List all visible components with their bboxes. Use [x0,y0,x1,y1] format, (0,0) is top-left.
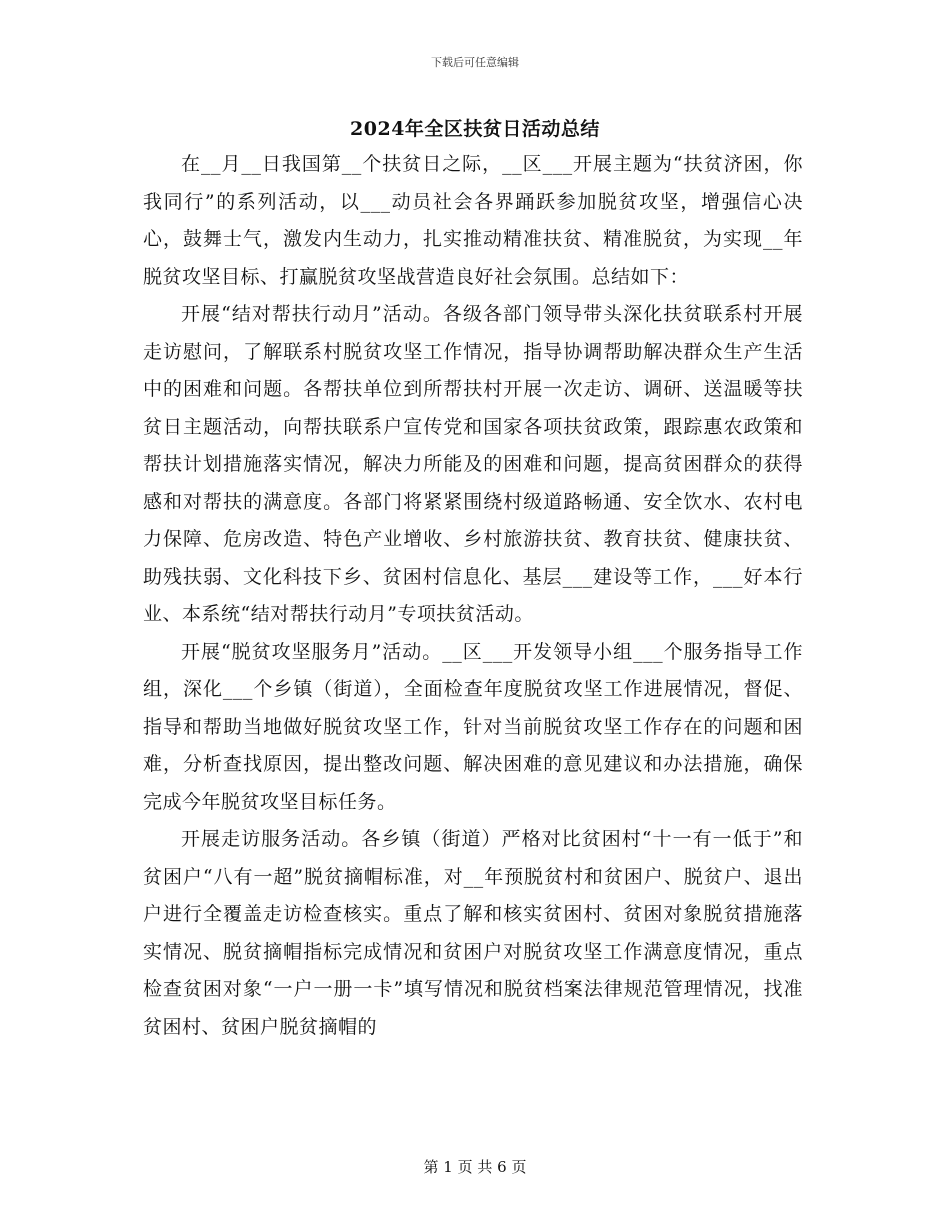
paragraph-pairing-month: 开展“结对帮扶行动月”活动。各级各部门领导带头深化扶贫联系村开展走访慰问，了解联系村脱贫攻坚工作情况，指导协调帮助解决群众生产生活中的困难和问题。各帮扶单位到所帮扶村开展一次走访、调研、送温暖等扶贫日主题活动，向帮扶联系户宣传党和国家各项扶贫政策，跟踪惠农政策和帮扶计划措施落实情况，解决力所能及的困难和问题，提高贫困群众的获得感和对帮扶的满意度。各部门将紧紧围绕村级道路畅通、安全饮水、农村电力保障、危房改造、特色产业增收、乡村旅游扶贫、教育扶贫、健康扶贫、助残扶弱、文化科技下乡、贫困村信息化、基层___建设等工作，___好本行业、本系统“结对帮扶行动月”专项扶贫活动。 [143,303,803,625]
paragraph-visit-service: 开展走访服务活动。各乡镇（街道）严格对比贫困村“十一有一低于”和贫困户“八有一超”脱贫摘帽标准，对__年预脱贫村和贫困户、脱贫户、退出户进行全覆盖走访检查核实。重点了解和核实贫困村、贫困对象脱贫措施落实情况、脱贫摘帽指标完成情况和贫困户对脱贫攻坚工作满意度情况，重点检查贫困对象“一户一册一卡”填写情况和脱贫档案法律规范管理情况，找准贫困村、贫困户脱贫摘帽的 [143,828,803,1038]
document-body [143,146,803,1046]
paragraph-service-month: 开展“脱贫攻坚服务月”活动。__区___开发领导小组___个服务指导工作组，深化___个乡镇（街道），全面检查年度脱贫攻坚工作进展情况，督促、指导和帮助当地做好脱贫攻坚工作，针对当前脱贫攻坚工作存在的问题和困难，分析查找原因，提出整改问题、解决困难的意见建议和办法措施，确保完成今年脱贫攻坚目标任务。 [143,640,803,813]
paragraph-intro: 在__月__日我国第__个扶贫日之际，__区___开展主题为“扶贫济困，你我同行”的系列活动，以___动员社会各界踊跃参加脱贫攻坚，增强信心决心，鼓舞士气，激发内生动力，扎实推动精准扶贫、精准脱贫，为实现__年脱贫攻坚目标、打赢脱贫攻坚战营造良好社会氛围。总结如下： [143,153,803,288]
document-title: 2024年全区扶贫日活动总结 [350,118,600,140]
page-header-note: 下载后可任意编辑 [431,56,519,69]
page-number-footer: 第 1 页 共 6 页 [423,1158,527,1176]
